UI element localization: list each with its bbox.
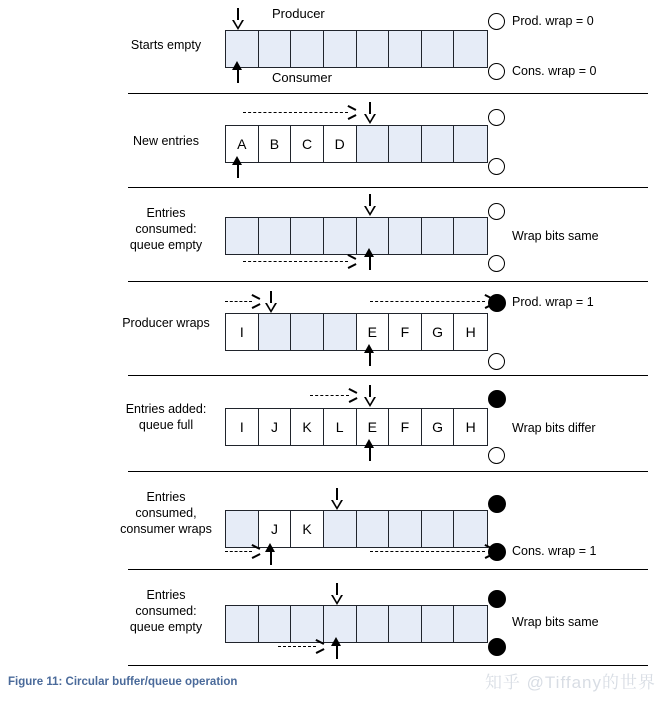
producer-pointer-head-inner — [333, 500, 341, 507]
producer-pointer-head-inner — [366, 397, 374, 404]
producer-pointer-head-inner — [333, 595, 341, 602]
buffer-cell — [422, 511, 455, 547]
dashed-line — [243, 261, 348, 262]
buffer-cell — [226, 31, 259, 67]
buffer-cells — [225, 125, 488, 163]
buffer-cell — [454, 31, 487, 67]
producer-wrap-bit — [488, 390, 506, 408]
producer-wrap-arrow-right — [370, 297, 492, 307]
consumer-wrap-bit — [488, 543, 506, 561]
buffer-cell — [454, 218, 487, 254]
row-label: Entries consumed, consumer wraps — [120, 490, 212, 536]
producer-advance-arrow — [310, 391, 356, 401]
dashed-line — [370, 301, 485, 302]
buffer-cell — [357, 606, 390, 642]
buffer-cell — [226, 606, 259, 642]
buffer-cells — [225, 30, 488, 68]
buffer-cell — [454, 511, 487, 547]
consumer-wrap-arrow-left — [225, 547, 259, 557]
consumer-pointer-stem — [369, 447, 371, 461]
row-divider — [128, 375, 648, 376]
row-label: Entries consumed: queue empty — [129, 206, 203, 252]
buffer-cell — [259, 31, 292, 67]
buffer-cell — [226, 218, 259, 254]
arrow-tip — [251, 547, 259, 557]
buffer-cell: J — [259, 511, 292, 547]
arrow-tip — [347, 108, 355, 118]
buffer-cell — [422, 606, 455, 642]
wrap-bit-status-label: Wrap bits differ — [512, 421, 596, 435]
row-label: Producer wraps — [122, 316, 210, 330]
buffer-cell: H — [454, 314, 487, 350]
consumer-wrap-arrow-right — [370, 547, 492, 557]
buffer-cell: L — [324, 409, 357, 445]
dashed-line — [243, 112, 348, 113]
dashed-line — [278, 646, 316, 647]
producer-heading: Producer — [272, 6, 325, 21]
producer-pointer-head-inner — [234, 20, 242, 27]
buffer-cell: D — [324, 126, 357, 162]
arrow-tip — [251, 297, 259, 307]
buffer-cell — [389, 31, 422, 67]
producer-advance-arrow — [243, 108, 355, 118]
buffer-cell — [226, 511, 259, 547]
buffer-cell — [454, 126, 487, 162]
producer-wrap-bit — [488, 13, 505, 30]
buffer-cell: A — [226, 126, 259, 162]
producer-wrap-label: Prod. wrap = 1 — [512, 295, 594, 309]
buffer-cell: G — [422, 409, 455, 445]
buffer-cell — [422, 126, 455, 162]
figure-caption: Figure 11: Circular buffer/queue operation — [8, 676, 238, 688]
buffer-cell — [422, 31, 455, 67]
buffer-cell: G — [422, 314, 455, 350]
consumer-pointer-stem — [369, 256, 371, 270]
consumer-wrap-bit — [488, 353, 505, 370]
buffer-cell — [259, 218, 292, 254]
producer-pointer-head-inner — [366, 114, 374, 121]
consumer-advance-arrow — [243, 257, 355, 267]
consumer-wrap-label: Cons. wrap = 1 — [512, 544, 597, 558]
row-divider — [128, 187, 648, 188]
buffer-cell — [259, 314, 292, 350]
buffer-cell: K — [291, 409, 324, 445]
producer-wrap-bit — [488, 109, 505, 126]
row-divider — [128, 471, 648, 472]
producer-wrap-label: Prod. wrap = 0 — [512, 14, 594, 28]
producer-pointer-head-inner — [366, 206, 374, 213]
buffer-cell — [291, 606, 324, 642]
buffer-cells — [225, 313, 488, 351]
row-label: New entries — [133, 134, 199, 148]
buffer-cell — [357, 31, 390, 67]
buffer-cell: E — [357, 409, 390, 445]
dashed-line — [370, 551, 485, 552]
consumer-pointer-stem — [237, 69, 239, 83]
buffer-cells — [225, 605, 488, 643]
buffer-cell: H — [454, 409, 487, 445]
wrap-bit-status-label: Wrap bits same — [512, 615, 599, 629]
buffer-cell — [324, 31, 357, 67]
consumer-pointer-stem — [237, 164, 239, 178]
consumer-pointer-stem — [270, 551, 272, 565]
consumer-wrap-bit — [488, 158, 505, 175]
watermark-text: 知乎 @Tiffany的世界 — [484, 673, 656, 692]
wrap-bit-status-label: Wrap bits same — [512, 229, 599, 243]
buffer-cell: E — [357, 314, 390, 350]
arrow-tip — [315, 642, 323, 652]
dashed-line — [225, 551, 252, 552]
row-divider — [128, 281, 648, 282]
buffer-cell — [389, 126, 422, 162]
buffer-cell: I — [226, 409, 259, 445]
consumer-wrap-bit — [488, 447, 505, 464]
producer-wrap-bit — [488, 203, 505, 220]
buffer-cell — [389, 606, 422, 642]
buffer-cell — [389, 511, 422, 547]
dashed-line — [310, 395, 349, 396]
consumer-wrap-bit — [488, 63, 505, 80]
row-label: Starts empty — [130, 38, 202, 52]
consumer-pointer-stem — [336, 645, 338, 659]
buffer-cell — [454, 606, 487, 642]
arrow-tip — [347, 257, 355, 267]
buffer-cell: F — [389, 409, 422, 445]
row-label: Entries added: queue full — [125, 402, 207, 432]
buffer-cell: F — [389, 314, 422, 350]
buffer-cell — [422, 218, 455, 254]
buffer-cell — [291, 314, 324, 350]
buffer-cell — [324, 314, 357, 350]
consumer-wrap-bit — [488, 638, 506, 656]
consumer-heading: Consumer — [272, 70, 332, 85]
row-divider — [128, 93, 648, 94]
producer-pointer-head-inner — [267, 303, 275, 310]
buffer-cell — [357, 511, 390, 547]
row-label: Entries consumed: queue empty — [129, 588, 203, 634]
consumer-wrap-bit — [488, 255, 505, 272]
buffer-cell: C — [291, 126, 324, 162]
arrow-tip — [348, 391, 356, 401]
producer-wrap-bit — [488, 495, 506, 513]
buffer-cell: K — [291, 511, 324, 547]
producer-wrap-bit — [488, 590, 506, 608]
buffer-cells — [225, 408, 488, 446]
buffer-cell — [389, 218, 422, 254]
producer-wrap-bit — [488, 294, 506, 312]
buffer-cell — [357, 126, 390, 162]
buffer-cell — [324, 218, 357, 254]
buffer-cell: I — [226, 314, 259, 350]
row-divider — [128, 569, 648, 570]
buffer-cell — [259, 606, 292, 642]
buffer-cell — [291, 31, 324, 67]
buffer-cell — [291, 218, 324, 254]
buffer-cell: B — [259, 126, 292, 162]
buffer-cell — [324, 511, 357, 547]
consumer-pointer-stem — [369, 352, 371, 366]
dashed-line — [225, 301, 252, 302]
buffer-cells — [225, 217, 488, 255]
consumer-wrap-label: Cons. wrap = 0 — [512, 64, 597, 78]
row-divider — [128, 665, 648, 666]
consumer-advance-arrow — [278, 642, 323, 652]
buffer-cell: J — [259, 409, 292, 445]
producer-wrap-arrow-left — [225, 297, 259, 307]
